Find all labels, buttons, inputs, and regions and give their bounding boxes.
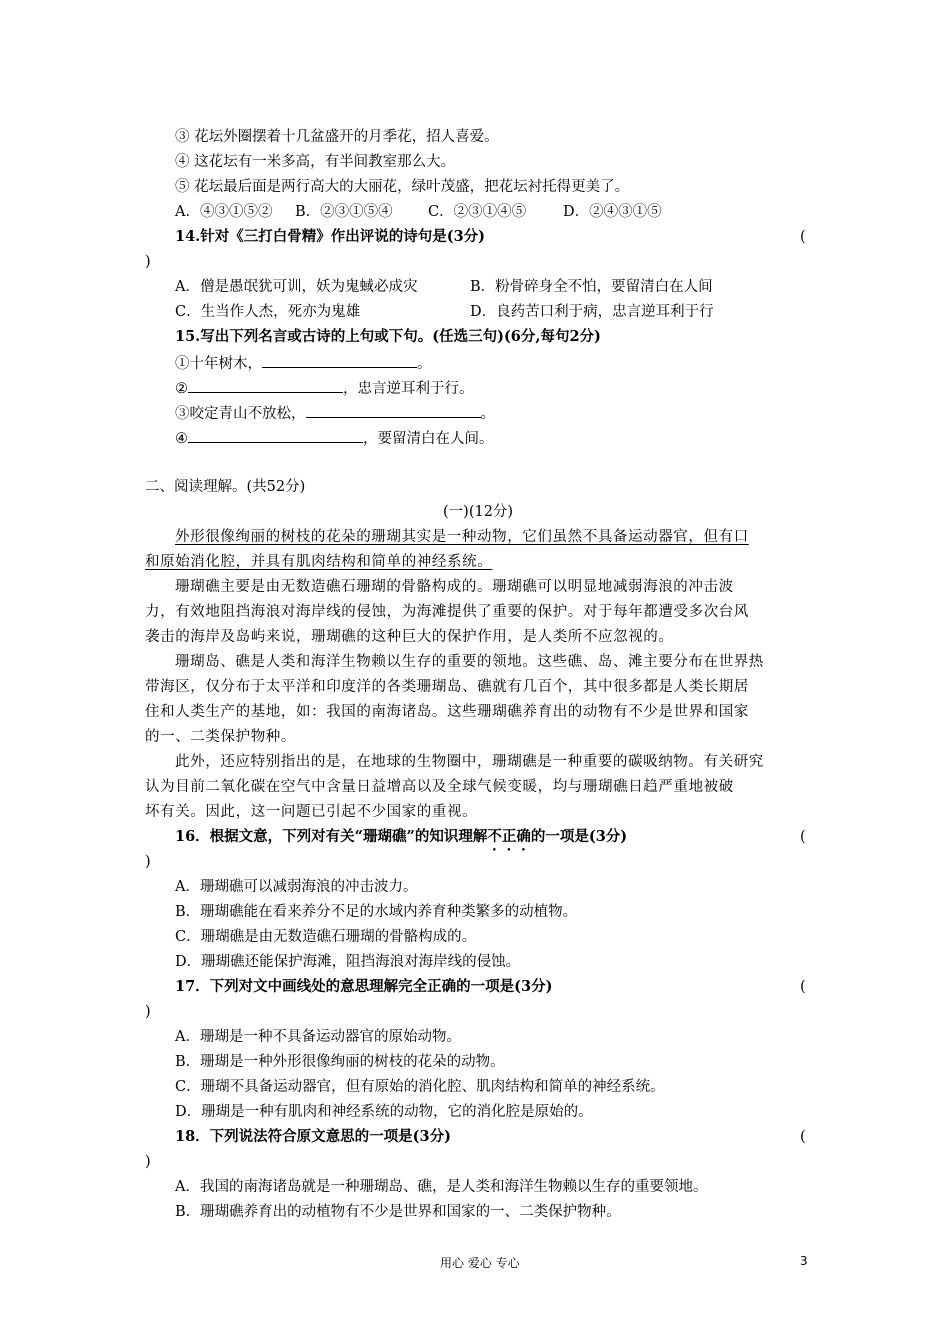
- q17-option-d: D．珊瑚是一种有肌肉和神经系统的动物，它的消化腔是原始的。: [175, 1104, 593, 1120]
- stem-text: 的一项是(3分): [530, 828, 628, 845]
- question-17-stem: 17．下列对文中画线处的意思理解完全正确的一项是(3分): [175, 978, 553, 995]
- q16-option-b: B．珊瑚礁能在看来养分不足的水域内养育种类繁多的动植物。: [175, 904, 578, 920]
- question-16-stem: [175, 828, 627, 854]
- q13-option-b: B．②③①⑤④: [295, 204, 393, 220]
- passage-line: 坏有关。因此，这一问题已引起不少国家的重视。: [145, 804, 478, 820]
- answer-paren-open: (: [800, 1129, 806, 1145]
- answer-paren-open: (: [800, 979, 806, 995]
- q16-option-d: D．珊瑚礁还能保护海滩，阻挡海浪对海岸线的侵蚀。: [175, 954, 521, 970]
- passage-line: 住和人类生产的基地，如：我国的南海诸岛。这些珊瑚礁养育出的动物有不少是世界和国家: [145, 704, 749, 720]
- fill-blank-suffix: ，要留清白在人间。: [363, 431, 494, 447]
- section-heading: 二、阅读理解。(共52分): [145, 479, 306, 495]
- q17-option-a: A．珊瑚是一种不具备运动器官的原始动物。: [175, 1029, 461, 1045]
- fill-blank-suffix: 。: [417, 356, 432, 372]
- answer-blank[interactable]: [262, 353, 417, 368]
- q16-option-c: C．珊瑚礁是由无数造礁石珊瑚的骨骼构成的。: [175, 929, 477, 945]
- passage-line: [175, 528, 749, 546]
- fill-blank-line: [175, 403, 495, 423]
- q17-option-b: B．珊瑚是一种外形很像绚丽的树枝的花朵的动物。: [175, 1054, 505, 1070]
- passage-line: 珊瑚岛、礁是人类和海洋生物赖以生存的重要的领地。这些礁、岛、滩主要分布在世界热: [175, 654, 764, 670]
- page-number: 3: [800, 1254, 808, 1268]
- list-item: ⑤ 花坛最后面是两行高大的大丽花，绿叶茂盛，把花坛衬托得更美了。: [175, 179, 630, 195]
- q17-option-c: C．珊瑚不具备运动器官，但有原始的消化腔、肌肉结构和简单的神经系统。: [175, 1079, 665, 1095]
- passage-line: 的一、二类保护物种。: [145, 729, 296, 745]
- q13-option-a: A．④③①⑤②: [175, 204, 273, 220]
- q18-option-a: A．我国的南海诸岛就是一种珊瑚岛、礁，是人类和海洋生物赖以生存的重要领地。: [175, 1179, 708, 1195]
- passage-line: 认为目前二氧化碳在空气中含量日益增高以及全球气候变暖，均与珊瑚礁日趋严重地被破: [145, 779, 734, 795]
- answer-paren-close: ): [145, 1004, 151, 1020]
- underlined-text: 和原始消化腔，并具有肌肉结构和简单的神经系统。: [145, 554, 493, 570]
- answer-blank[interactable]: [306, 403, 481, 418]
- footer-text: 用心 爱心 专心: [440, 1256, 520, 1270]
- answer-blank[interactable]: [188, 378, 343, 393]
- list-item: ④ 这花坛有一米多高，有半间教室那么大。: [175, 154, 456, 170]
- question-14-stem: 14.针对《三打白骨精》作出评说的诗句是(3分): [175, 228, 486, 245]
- answer-paren-close: ): [145, 854, 151, 870]
- fill-blank-prompt: ③咬定青山不放松，: [175, 406, 306, 422]
- fill-blank-prompt: ①十年树木，: [175, 356, 262, 372]
- q13-option-c: C．②③①④⑤: [428, 204, 527, 220]
- fill-blank-prompt: ④: [175, 431, 188, 447]
- fill-blank-suffix: ，忠言逆耳利于行。: [343, 381, 474, 397]
- q14-option-b: B．粉骨碎身全不怕，要留清白在人间: [470, 279, 713, 295]
- emphasis-text: 不正确: [487, 828, 531, 845]
- q18-option-b: B．珊瑚礁养育出的动植物有不少是世界和国家的一、二类保护物种。: [175, 1204, 621, 1220]
- answer-blank[interactable]: [188, 428, 363, 443]
- stem-text: 16．根据文意，下列对有关“珊瑚礁”的知识理解: [175, 828, 488, 845]
- passage-line: 力，有效地阻挡海浪对海岸线的侵蚀，为海滩提供了重要的保护。对于每年都遭受多次台风: [145, 604, 749, 620]
- q16-option-a: A．珊瑚礁可以减弱海浪的冲击波力。: [175, 879, 418, 895]
- q13-option-d: D．②④③①⑤: [563, 204, 662, 220]
- q14-option-d: D．良药苦口利于病，忠言逆耳利于行: [470, 304, 714, 320]
- answer-paren-open: (: [800, 229, 806, 245]
- fill-blank-prompt: ②: [175, 381, 188, 397]
- passage-line: [145, 553, 492, 571]
- fill-blank-line: [175, 428, 494, 448]
- fill-blank-line: [175, 378, 474, 398]
- passage-line: 此外，还应特别指出的是，在地球的生物圈中，珊瑚礁是一种重要的碳吸纳物。有关研究: [175, 754, 764, 770]
- passage-line: 珊瑚礁主要是由无数造礁石珊瑚的骨骼构成的。珊瑚礁可以明显地减弱海浪的冲击波: [175, 579, 734, 595]
- list-item: ③ 花坛外圈摆着十几盆盛开的月季花，招人喜爱。: [175, 129, 499, 145]
- question-18-stem: 18．下列说法符合原文意思的一项是(3分): [175, 1128, 451, 1145]
- subsection-heading: (一)(12分): [443, 504, 514, 520]
- answer-paren-open: (: [800, 829, 806, 845]
- passage-line: 带海区，仅分布于太平洋和印度洋的各类珊瑚岛、礁就有几百个，其中很多都是人类长期居: [145, 679, 749, 695]
- question-15-stem: 15.写出下列名言或古诗的上句或下句。(任选三句)(6分,每句2分): [175, 328, 601, 345]
- passage-line: 袭击的海岸及岛屿来说，珊瑚礁的这种巨大的保护作用，是人类所不应忽视的。: [145, 629, 674, 645]
- answer-paren-close: ): [145, 1154, 151, 1170]
- fill-blank-suffix: 。: [480, 406, 495, 422]
- q14-option-a: A．僧是愚氓犹可训，妖为鬼蜮必成灾: [175, 279, 418, 295]
- fill-blank-line: [175, 353, 432, 373]
- answer-paren-close: ): [145, 254, 151, 270]
- underlined-text: 外形很像绚丽的树枝的花朵的珊瑚其实是一种动物，它们虽然不具备运动器官，但有口: [175, 529, 749, 545]
- q14-option-c: C．生当作人杰，死亦为鬼雄: [175, 304, 361, 320]
